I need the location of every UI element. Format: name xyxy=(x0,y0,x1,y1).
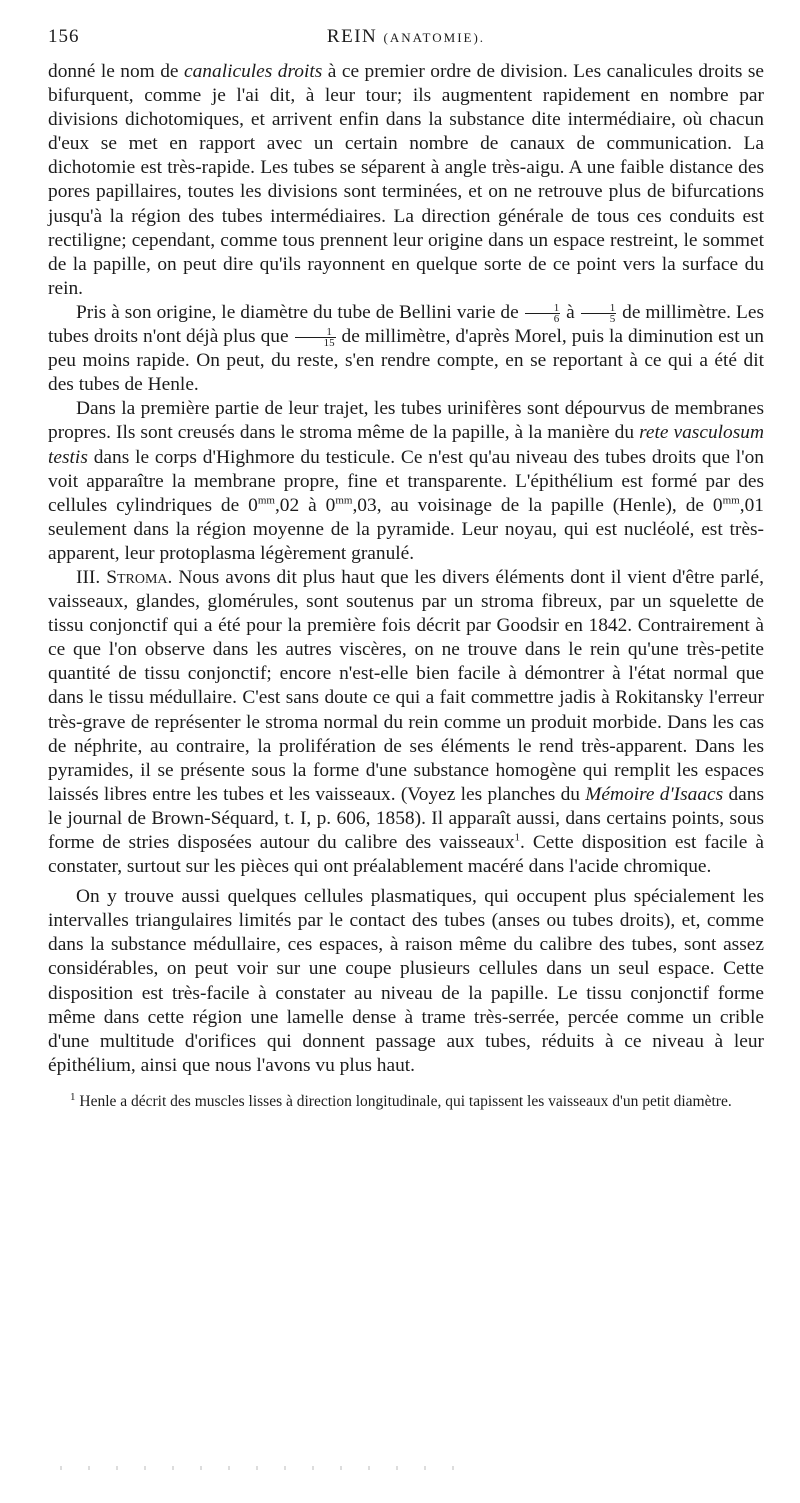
unit-superscript: mm xyxy=(335,494,353,507)
body-text xyxy=(48,60,764,1078)
footnote-text: Henle a décrit des muscles lisses à direction longitudinale, qui tapissent les vaisseaux d'un petit diamètre. xyxy=(75,1092,732,1110)
paragraph-3 xyxy=(48,397,764,566)
footnote-reference: 1 xyxy=(514,831,521,844)
text-run: Dans la première partie de leur trajet, les tubes urinifères sont dépourvus de membranes propres. Ils sont creusés dans le stroma même de la papille, à la manière du xyxy=(48,398,764,444)
running-title-main: REIN xyxy=(326,26,378,47)
paragraph-5 xyxy=(48,885,764,1078)
text-run: donné le nom de xyxy=(48,61,184,82)
fraction-denominator: 15 xyxy=(323,337,335,350)
paragraph-2 xyxy=(48,301,764,397)
footnote-mark: 1 xyxy=(70,1090,76,1103)
running-title-sub: (ANATOMIE). xyxy=(383,30,486,45)
fraction-numerator: 1 xyxy=(581,303,617,314)
page-number: 156 xyxy=(48,26,80,47)
text-run: ,02 à 0 xyxy=(274,494,336,516)
text-run: à ce premier ordre de division. Les canalicules droits se bifurquent, comme je l'ai dit, à leur tour; ils augmentent rapidement en nombre par divisions dichotomiques, et arrivent enfin dans la substance dite intermédiaire, où chacun d'eux se met en rapport avec un certain nombre de canaux de communication. La dichotomie est très-rapide. Les tubes se séparent à angle très-aigu. A une faible distance des pores papillaires, toutes les divisions sont terminées, et on ne retrouve plus de bifurcations jusqu'à la région des tubes intermédiaires. La direction générale de tous ces conduits est rectiligne; cependant, comme tous prennent leur origine dans un espace restreint, le sommet de la papille, on peut dire qu'ils rayonnent en quelque sorte de ce point vers la surface du rein. xyxy=(48,61,764,299)
text-run: à xyxy=(561,301,580,323)
section-number: III. xyxy=(76,566,107,588)
text-run: dans le corps d'Highmore du testicule. Ce n'est qu'au niveau des tubes droits que l'on voit apparaître la membrane propre, fine et transparente. L'épithélium est formé par des cellules cylindriques de 0 xyxy=(48,446,764,516)
scan-speckle xyxy=(60,1466,480,1470)
footnote xyxy=(48,1092,764,1111)
text-run: ,03, au voisinage de la papille (Henle), de 0 xyxy=(352,494,723,516)
italic-title: Mémoire d'Isaacs xyxy=(585,783,724,805)
text-run: dans le journal de Brown-Séquard, t. I, p. 606, 1858). Il apparaît aussi, dans certains points, sous forme de stries disposées autour du calibre des vaisseaux xyxy=(48,783,764,853)
fraction-numerator: 1 xyxy=(295,327,336,338)
italic-term: canalicules droits xyxy=(184,61,323,82)
fraction xyxy=(295,327,336,348)
fraction-denominator: 5 xyxy=(609,312,616,325)
paragraph-4-stroma xyxy=(48,566,764,879)
unit-superscript: mm xyxy=(257,494,275,507)
running-header xyxy=(48,26,764,60)
paragraph-1 xyxy=(48,60,764,301)
section-heading: Stroma. xyxy=(106,566,173,588)
text-run: On y trouve aussi quelques cellules plasmatiques, qui occupent plus spécialement les intervalles triangulaires limités par le contact des tubes (anses ou tubes droits), et, comme dans la substance médullaire, ces espaces, à raison même du calibre des tubes, sont assez considérables, on peut voir sur une coupe plusieurs cellules dans un seul espace. Cette disposition est très-facile à constater au niveau de la papille. Le tissu conjonctif forme même dans cette région une lamelle dense à trame très-serrée, percée comme un crible d'une multitude d'orifices qui donnent passage aux tubes, réduits à ce niveau à leur épithélium, ainsi que nous l'avons vu plus haut. xyxy=(48,886,764,1076)
text-run: Nous avons dit plus haut que les divers éléments dont il vient d'être parlé, vaisseaux, glandes, glomérules, sont soutenus par un stroma fibreux, par un squelette de tissu conjonctif qui a été pour la première fois décrit par Goodsir en 1842. Contrairement à ce que l'on observe dans les autres viscères, on ne trouve dans le rein qu'une très-petite quantité de tissu conjonctif; encore n'est-elle bien facile à démontrer à l'état normal que dans le tissu médullaire. C'est sans doute ce qui a fait commettre jadis à Rokitansky l'erreur très-grave de représenter le stroma normal du rein comme un produit morbide. Dans les cas de néphrite, au contraire, la prolifération de ses éléments le rend très-apparent. Dans les pyramides, il se présente sous la forme d'une substance homogène qui remplit les espaces laissés libres entre les tubes et les vaisseaux. (Voyez les planches du xyxy=(48,566,764,805)
text-run: Pris à son origine, le diamètre du tube de Bellini varie de xyxy=(76,301,524,323)
italic-term: rete vasculosum testis xyxy=(48,422,764,468)
fraction-numerator: 1 xyxy=(525,303,561,314)
fraction xyxy=(525,303,561,324)
fraction-denominator: 6 xyxy=(553,312,560,325)
text-run: . Cette disposition est facile à constater, surtout sur les pièces qui ont préalablement macéré dans l'acide chromique. xyxy=(48,832,764,878)
fraction xyxy=(581,303,617,324)
running-title xyxy=(48,26,764,48)
text-run: de millimètre. Les tubes droits n'ont déjà plus que xyxy=(48,301,764,348)
text-run: ,01 seulement dans la région moyenne de la pyramide. Leur noyau, qui est nucléolé, est très-apparent, leur protoplasma légèrement granulé. xyxy=(48,494,764,564)
text-run: de millimètre, d'après Morel, puis la diminution est un peu moins rapide. On peut, du reste, s'en rendre compte, en se reportant à ce qui a été dit des tubes de Henle. xyxy=(48,326,764,396)
unit-superscript: mm xyxy=(722,494,740,507)
